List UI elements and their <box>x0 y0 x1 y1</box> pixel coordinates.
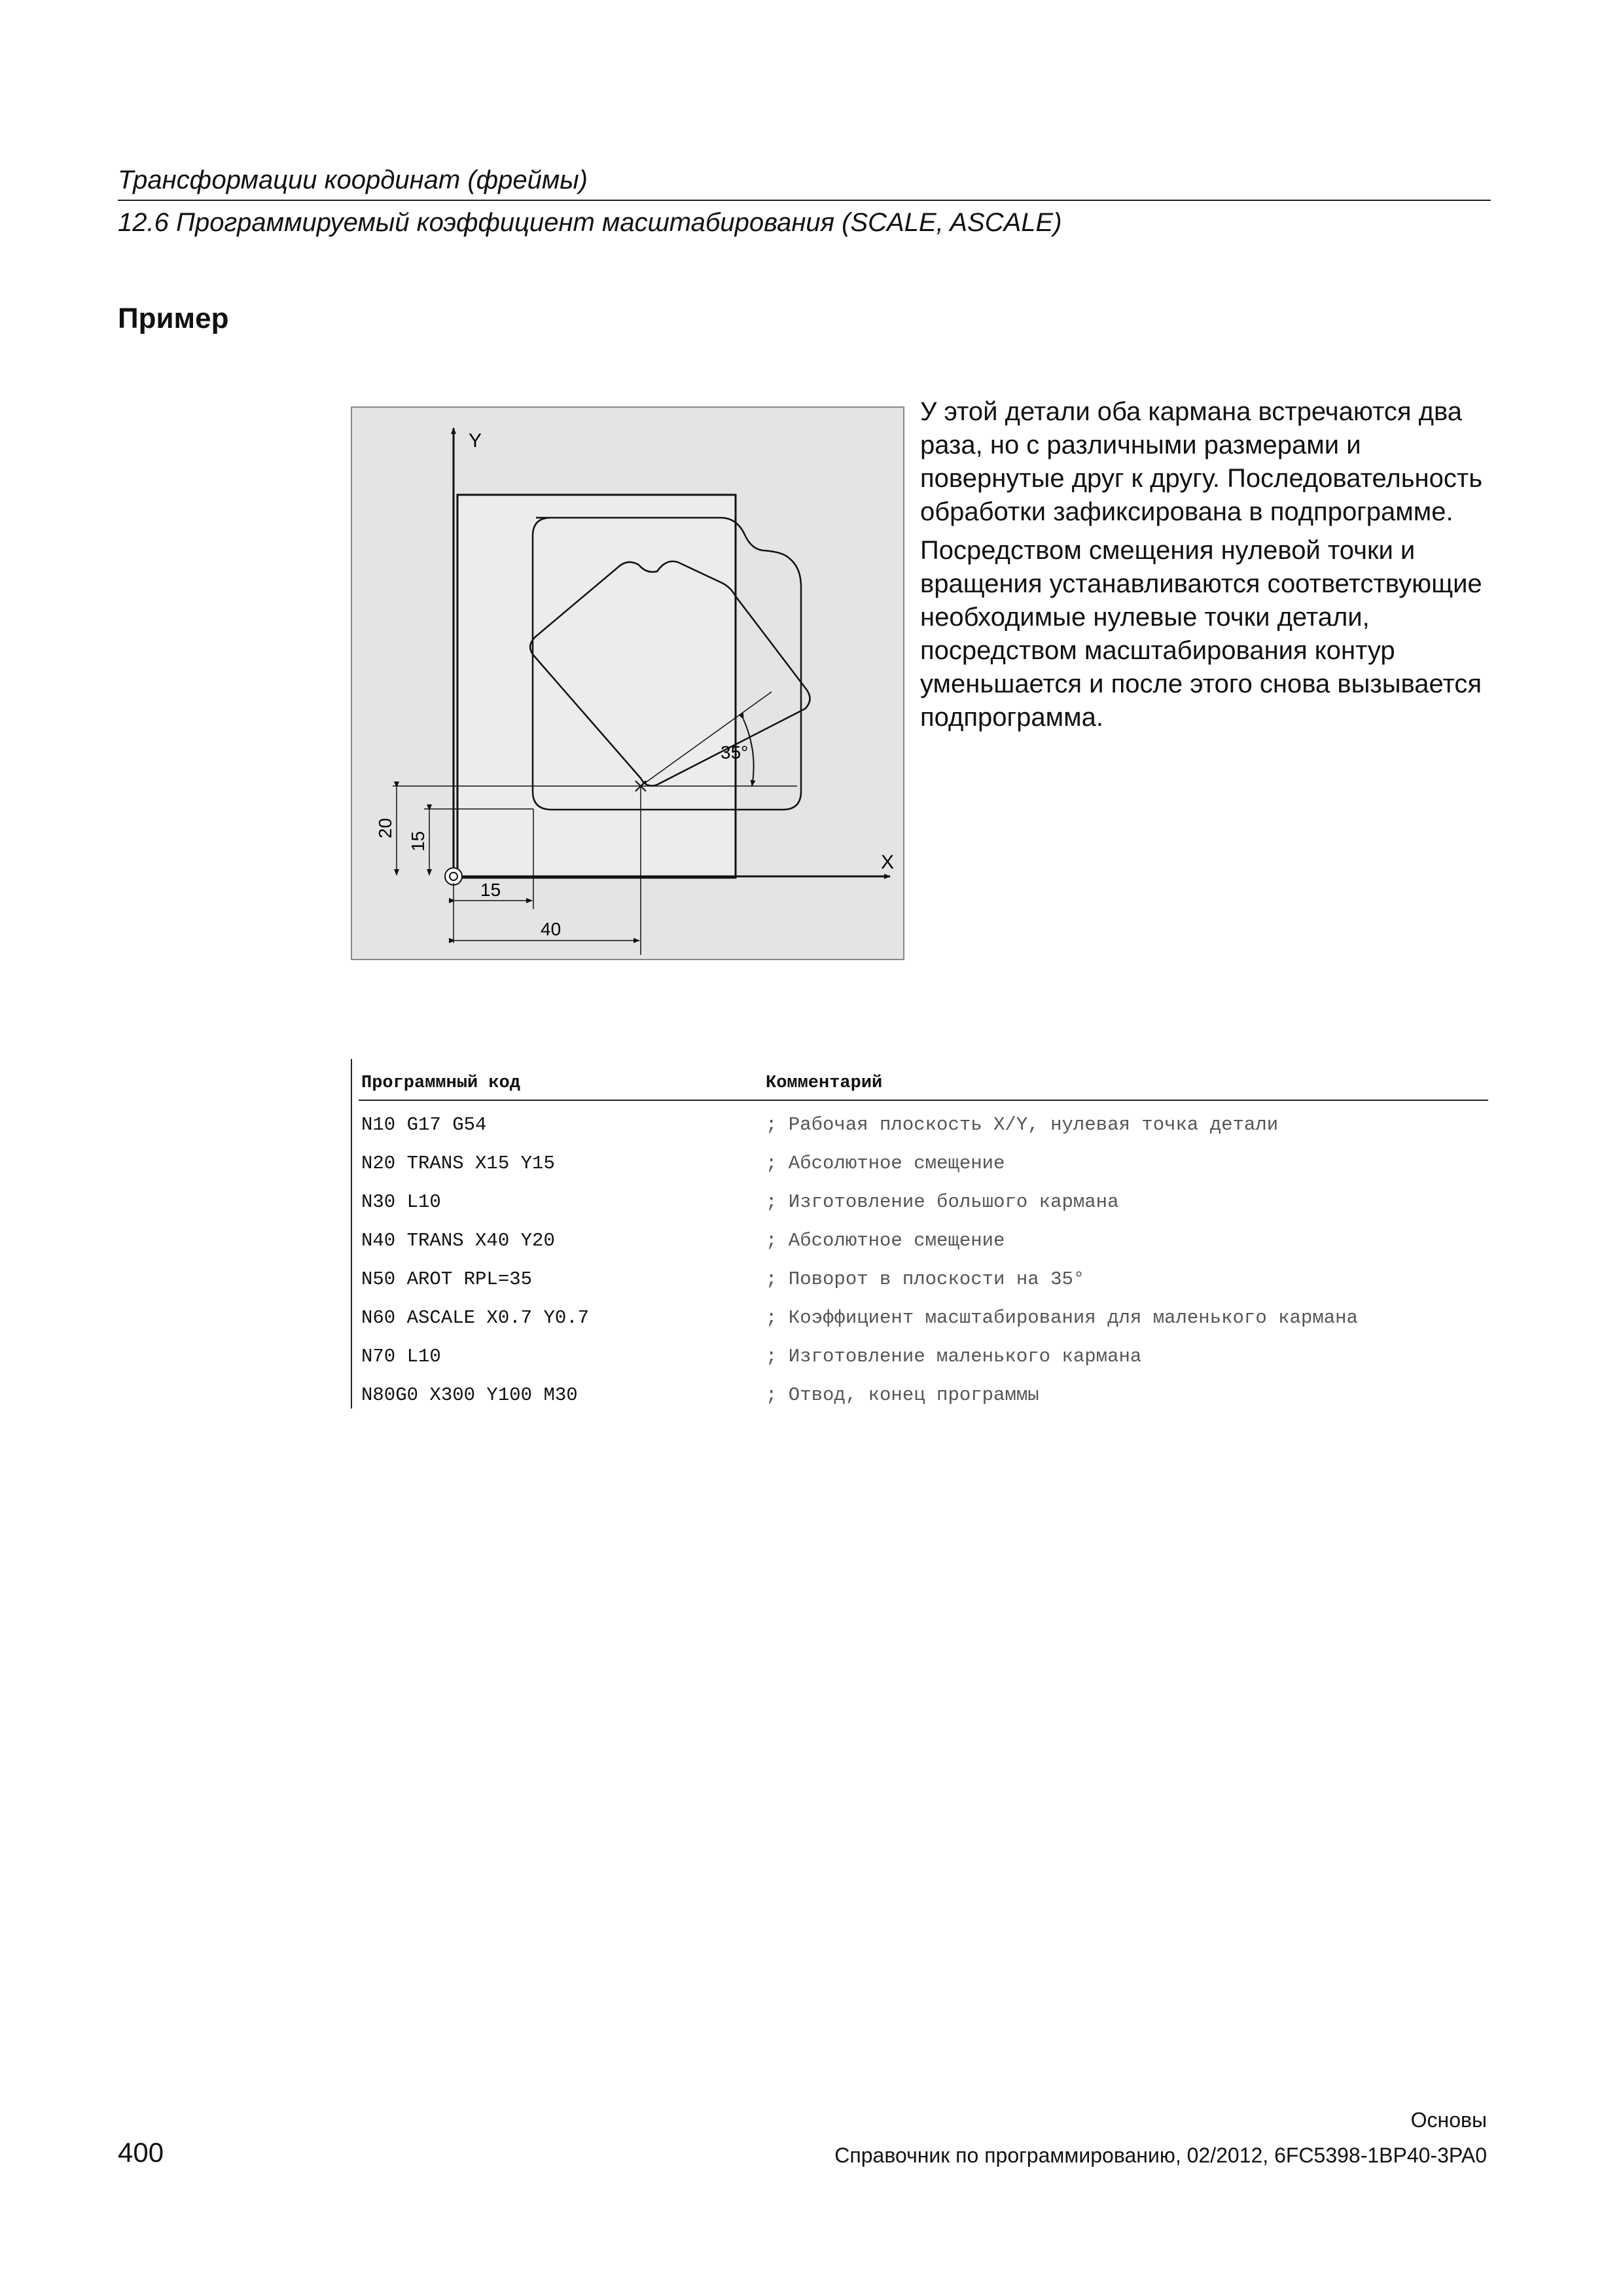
column-header-comment: Комментарий <box>766 1073 883 1093</box>
table-row <box>351 1153 1488 1191</box>
dimension-20-label: 20 <box>375 817 395 838</box>
code-cell: N70 L10 <box>361 1346 441 1367</box>
comment-cell: ; Абсолютное смещение <box>766 1153 1005 1174</box>
description-paragraph-2: Посредством смещения нулевой точки и вращения устанавливаются соответствующие необходимые нулевые точки детали, посредством масштабирования контур уменьшается и после этого снова вызывается подпрограмма. <box>920 536 1482 732</box>
comment-cell: ; Коэффициент масштабирования для маленького кармана <box>766 1307 1358 1329</box>
comment-cell: ; Изготовление маленького кармана <box>766 1346 1142 1367</box>
x-axis-label: X <box>881 852 895 873</box>
dimension-15-horizontal-label: 15 <box>480 880 501 900</box>
table-row <box>351 1230 1488 1268</box>
code-cell: N10 G17 G54 <box>361 1114 487 1136</box>
code-cell: N60 ASCALE X0.7 Y0.7 <box>361 1307 590 1329</box>
table-row <box>351 1346 1488 1384</box>
comment-cell: ; Рабочая плоскость X/Y, нулевая точка детали <box>766 1114 1279 1136</box>
comment-cell: ; Отвод, конец программы <box>766 1384 1039 1406</box>
code-cell: N20 TRANS X15 Y15 <box>361 1153 555 1174</box>
footer-reference: Справочник по программированию, 02/2012, 6FC5398-1BP40-3PA0 <box>834 2144 1487 2167</box>
code-cell: N80G0 X300 Y100 M30 <box>361 1384 578 1406</box>
table-row <box>351 1307 1488 1346</box>
footer-book-title: Основы <box>1410 2108 1487 2132</box>
angle-label: 35° <box>721 742 749 762</box>
table-header-rule <box>359 1100 1488 1101</box>
comment-cell: ; Изготовление большого кармана <box>766 1191 1119 1213</box>
dimension-15-vertical-label: 15 <box>408 831 428 852</box>
pocket-drawing-svg <box>351 406 904 960</box>
description-paragraph-1: У этой детали оба кармана встречаются два раза, но с различными размерами и повернутые друг к другу. Последовательность обработки зафиксирована в подпрограмме. <box>920 397 1483 526</box>
code-cell: N50 AROT RPL=35 <box>361 1268 533 1290</box>
dimension-40-label: 40 <box>541 919 562 939</box>
y-axis-label: Y <box>469 430 482 452</box>
code-cell: N40 TRANS X40 Y20 <box>361 1230 555 1251</box>
table-row <box>351 1114 1488 1153</box>
running-header-section: 12.6 Программируемый коэффициент масштабирования (SCALE, ASCALE) <box>118 208 1062 237</box>
code-cell: N30 L10 <box>361 1191 441 1213</box>
pocket-drawing-figure <box>351 406 904 960</box>
page-number: 400 <box>118 2137 164 2168</box>
comment-cell: ; Абсолютное смещение <box>766 1230 1005 1251</box>
header-rule <box>118 200 1491 201</box>
table-row <box>351 1384 1488 1423</box>
example-description <box>920 395 1496 740</box>
section-heading: Пример <box>118 302 229 334</box>
comment-cell: ; Поворот в плоскости на 35° <box>766 1268 1085 1290</box>
table-row <box>351 1191 1488 1230</box>
column-header-code: Программный код <box>361 1073 521 1093</box>
running-header-chapter: Трансформации координат (фреймы) <box>118 166 588 194</box>
origin-symbol <box>445 868 462 885</box>
table-row <box>351 1268 1488 1307</box>
workpiece-outline <box>457 495 736 878</box>
